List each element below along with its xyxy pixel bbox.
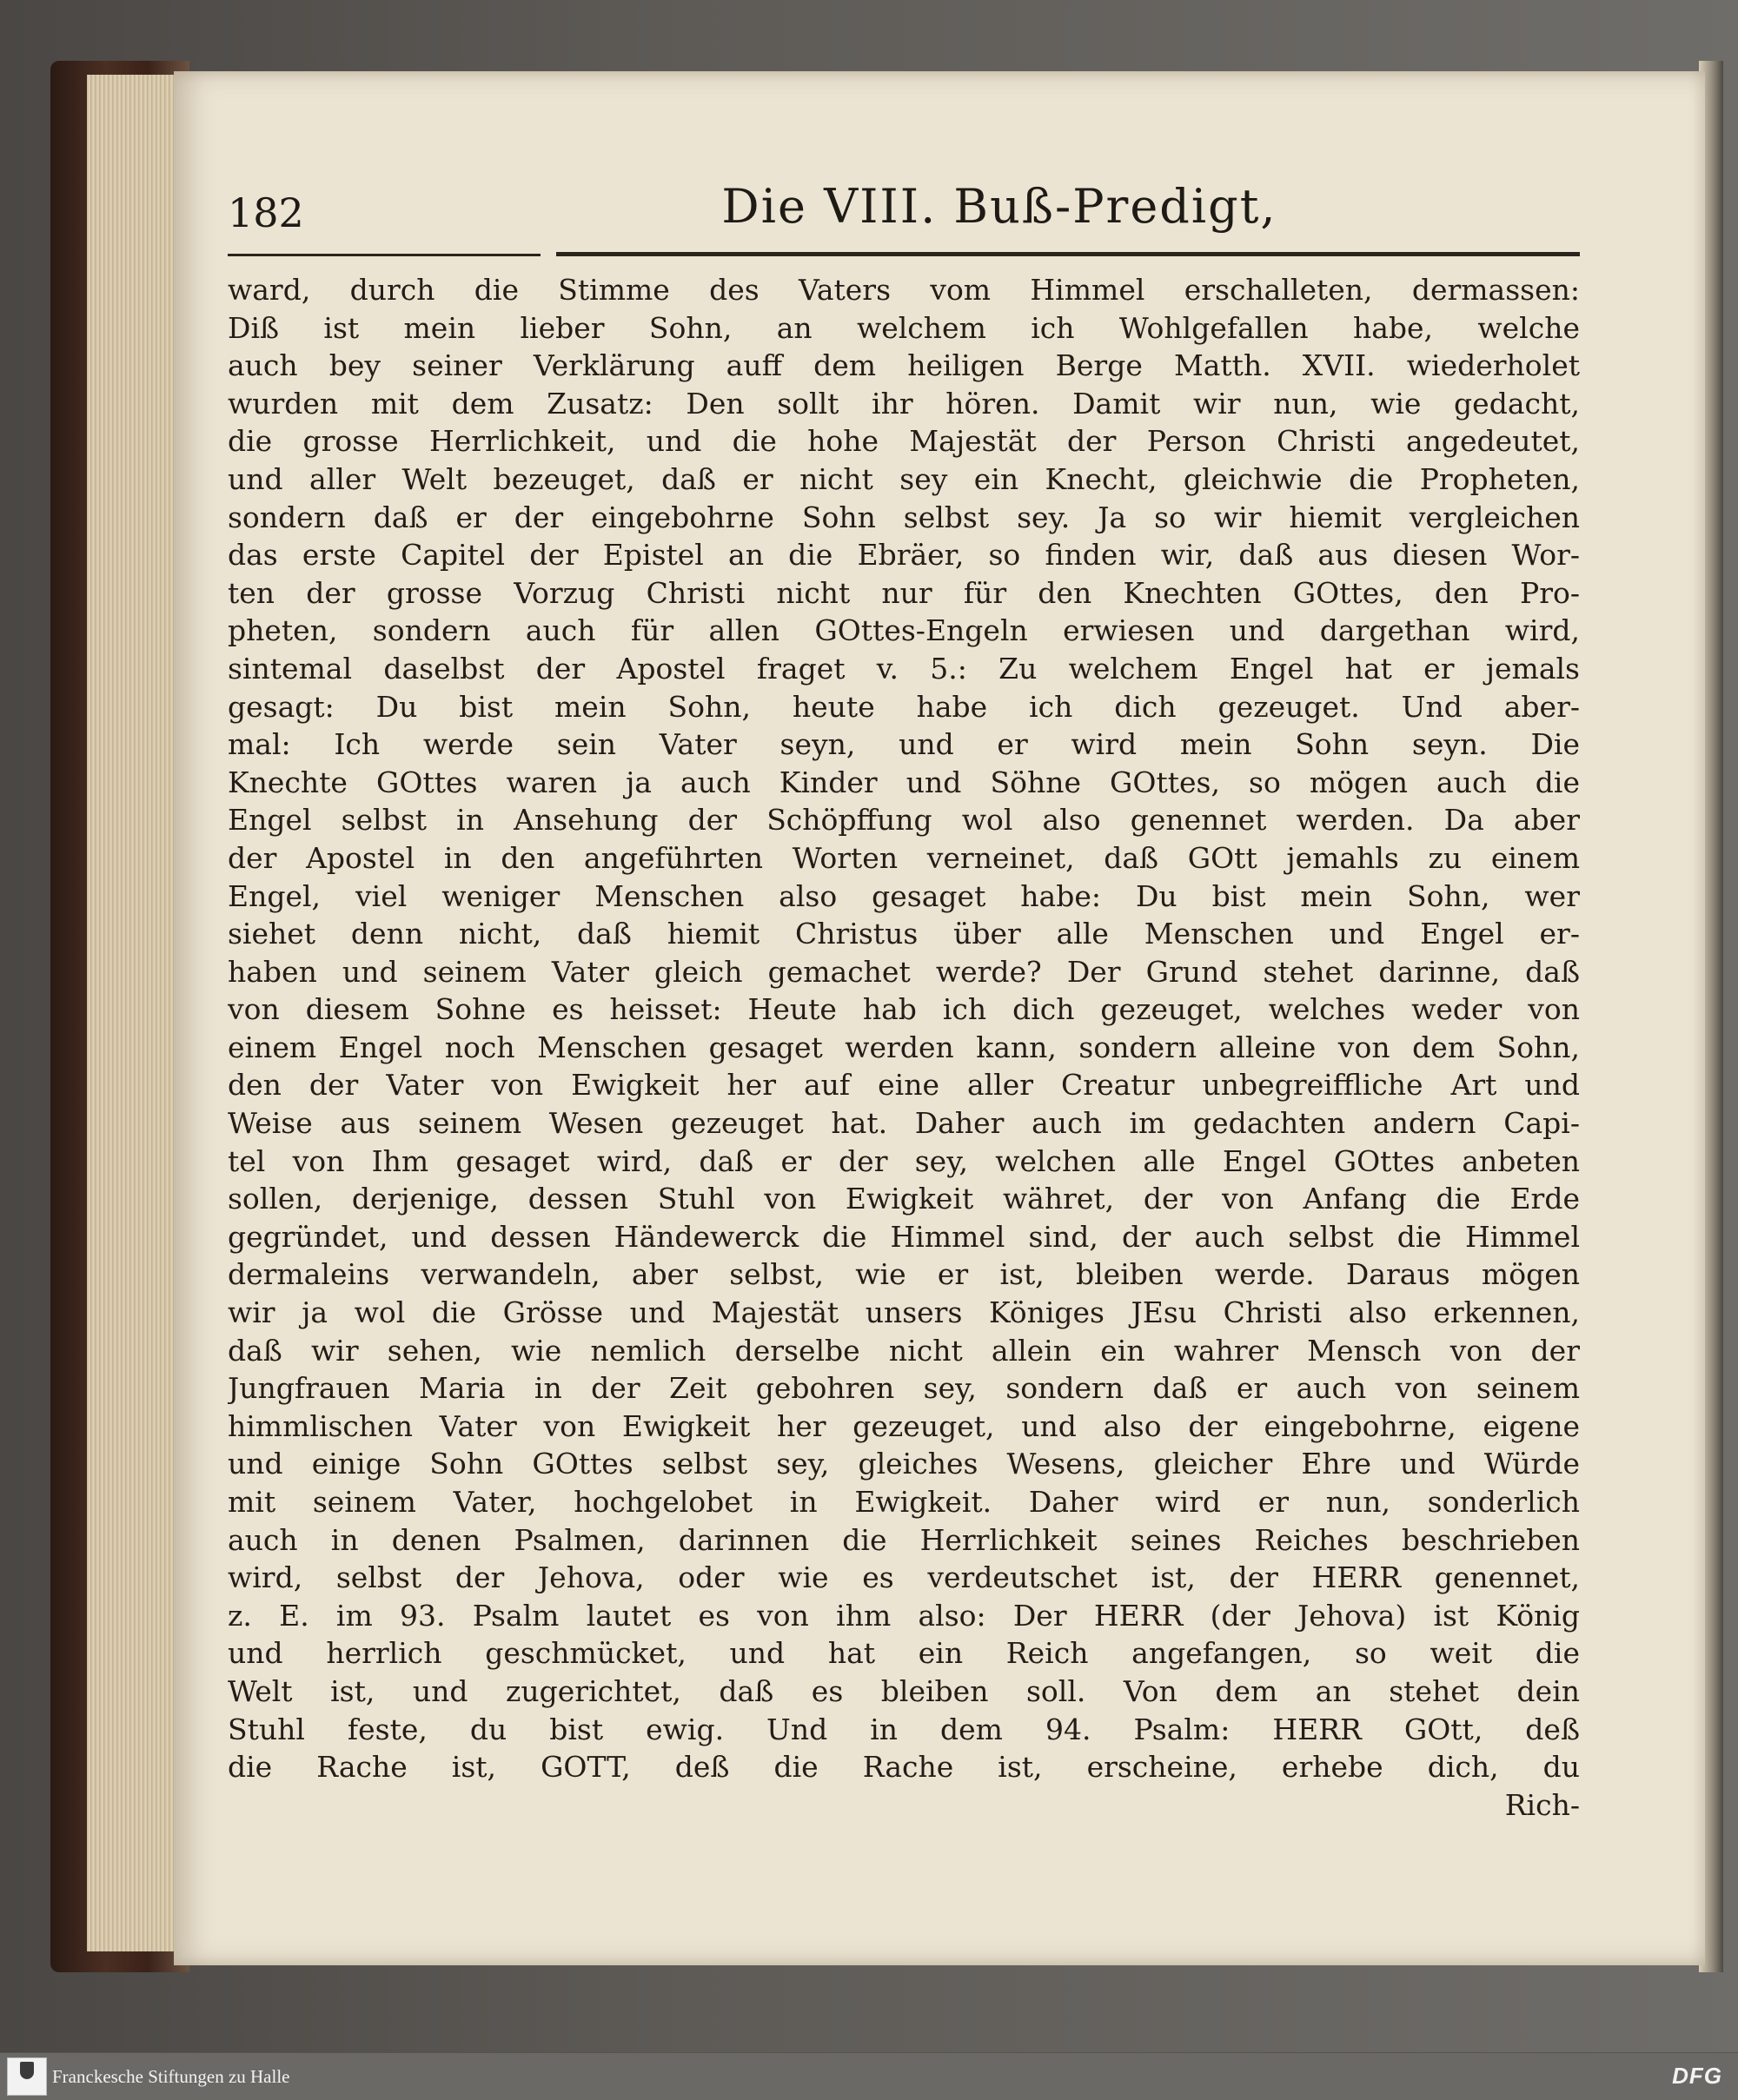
text-line: daß wir sehen, wie nemlich derselbe nicht allein ein wahrer Mensch von der — [228, 1333, 1580, 1368]
text-line: pheten, sondern auch für allen GOttes-Engeln erwiesen und dargethan wird, — [228, 613, 1580, 648]
text-line: sintemal daselbst der Apostel fraget v. 5.: Zu welchem Engel hat er jemals — [228, 651, 1580, 686]
text-line: mal: Ich werde sein Vater seyn, und er wird mein Sohn seyn. Die — [228, 727, 1580, 762]
institution-logo — [7, 2057, 47, 2096]
text-line: wurden mit dem Zusatz: Den sollt ihr hören. Damit wir nun, wie gedacht, — [228, 386, 1580, 421]
running-head: Die VIII. Buß-Predigt, — [721, 179, 1277, 234]
text-line: wir ja wol die Grösse und Majestät unsers Königes JEsu Christi also erkennen, — [228, 1295, 1580, 1330]
text-line: einem Engel noch Menschen gesaget werden kann, sondern alleine von dem Sohn, — [228, 1030, 1580, 1064]
text-line: den der Vater von Ewigkeit her auf eine aller Creatur unbegreiffliche Art und — [228, 1068, 1580, 1103]
catchword: Rich- — [1504, 1787, 1580, 1822]
dfg-logo: DFG — [1672, 2063, 1722, 2089]
text-line: Engel, viel weniger Menschen also gesaget habe: Du bist mein Sohn, wer — [228, 878, 1580, 913]
text-line: siehet denn nicht, daß hiemit Christus über alle Menschen und Engel er- — [228, 917, 1580, 951]
text-line: von diesem Sohne es heisset: Heute hab ich dich gezeuget, welches weder von — [228, 992, 1580, 1027]
header-rule-right — [556, 252, 1580, 256]
text-line: Stuhl feste, du bist ewig. Und in dem 94. Psalm: HERR GOtt, deß — [228, 1712, 1580, 1746]
text-line: gesagt: Du bist mein Sohn, heute habe ich dich gezeuget. Und aber- — [228, 689, 1580, 724]
text-line: das erste Capitel der Epistel an die Ebräer, so finden wir, daß aus diesen Wor- — [228, 538, 1580, 573]
text-line: dermaleins verwandeln, aber selbst, wie er ist, bleiben werde. Daraus mögen — [228, 1257, 1580, 1292]
text-line: auch in denen Psalmen, darinnen die Herrlichkeit seines Reiches beschrieben — [228, 1522, 1580, 1557]
page-number: 182 — [228, 189, 304, 236]
text-line: Jungfrauen Maria in der Zeit gebohren sey, sondern daß er auch von seinem — [228, 1371, 1580, 1406]
text-line: die Rache ist, GOTT, deß die Rache ist, erscheine, erhebe dich, du — [228, 1750, 1580, 1785]
header-rule-left — [228, 254, 541, 256]
text-line: wird, selbst der Jehova, oder wie es verdeutschet ist, der HERR genennet, — [228, 1560, 1580, 1595]
text-line: ten der grosse Vorzug Christi nicht nur für den Knechten GOttes, den Pro- — [228, 575, 1580, 610]
text-line: haben und seinem Vater gleich gemachet werde? Der Grund stehet darinne, daß — [228, 954, 1580, 989]
text-line: z. E. im 93. Psalm lautet es von ihm also: Der HERR (der Jehova) ist König — [228, 1598, 1580, 1633]
text-line: tel von Ihm gesaget wird, daß er der sey, welchen alle Engel GOttes anbeten — [228, 1143, 1580, 1178]
text-line: Diß ist mein lieber Sohn, an welchem ich Wohlgefallen habe, welche — [228, 310, 1580, 345]
text-line: die grosse Herrlichkeit, und die hohe Majestät der Person Christi angedeutet, — [228, 424, 1580, 459]
text-line: himmlischen Vater von Ewigkeit her gezeuget, und also der eingebohrne, eigene — [228, 1408, 1580, 1443]
institution-name: Franckesche Stiftungen zu Halle — [52, 2066, 290, 2087]
text-line: Knechte GOttes waren ja auch Kinder und Söhne GOttes, so mögen auch die — [228, 765, 1580, 799]
text-line: ward, durch die Stimme des Vaters vom Himmel erschalleten, dermassen: — [228, 273, 1580, 307]
text-line: mit seinem Vater, hochgelobet in Ewigkeit. Daher wird er nun, sonderlich — [228, 1485, 1580, 1519]
text-line: Welt ist, und zugerichtet, daß es bleiben soll. Von dem an stehet dein — [228, 1673, 1580, 1708]
crest-icon — [20, 2062, 34, 2079]
text-line: auch bey seiner Verklärung auff dem heiligen Berge Matth. XVII. wiederholet — [228, 348, 1580, 383]
text-line: Weise aus seinem Wesen gezeuget hat. Daher auch im gedachten andern Capi- — [228, 1106, 1580, 1141]
text-line: und aller Welt bezeuget, daß er nicht sey ein Knecht, gleichwie die Propheten, — [228, 461, 1580, 496]
text-line: gegründet, und dessen Händewerck die Himmel sind, der auch selbst die Himmel — [228, 1219, 1580, 1254]
text-line: sollen, derjenige, dessen Stuhl von Ewigkeit währet, der von Anfang die Erde — [228, 1182, 1580, 1216]
text-line: sondern daß er der eingebohrne Sohn selbst sey. Ja so wir hiemit vergleichen — [228, 500, 1580, 534]
body-text — [228, 271, 1580, 1824]
page-edges — [87, 75, 182, 1951]
text-line: und einige Sohn GOttes selbst sey, gleiches Wesens, gleicher Ehre und Würde — [228, 1447, 1580, 1481]
text-line: Engel selbst in Ansehung der Schöpffung wol also genennet werden. Da aber — [228, 803, 1580, 838]
text-line: und herrlich geschmücket, und hat ein Reich angefangen, so weit die — [228, 1636, 1580, 1671]
text-line: der Apostel in den angeführten Worten verneinet, daß GOtt jemahls zu einem — [228, 840, 1580, 875]
